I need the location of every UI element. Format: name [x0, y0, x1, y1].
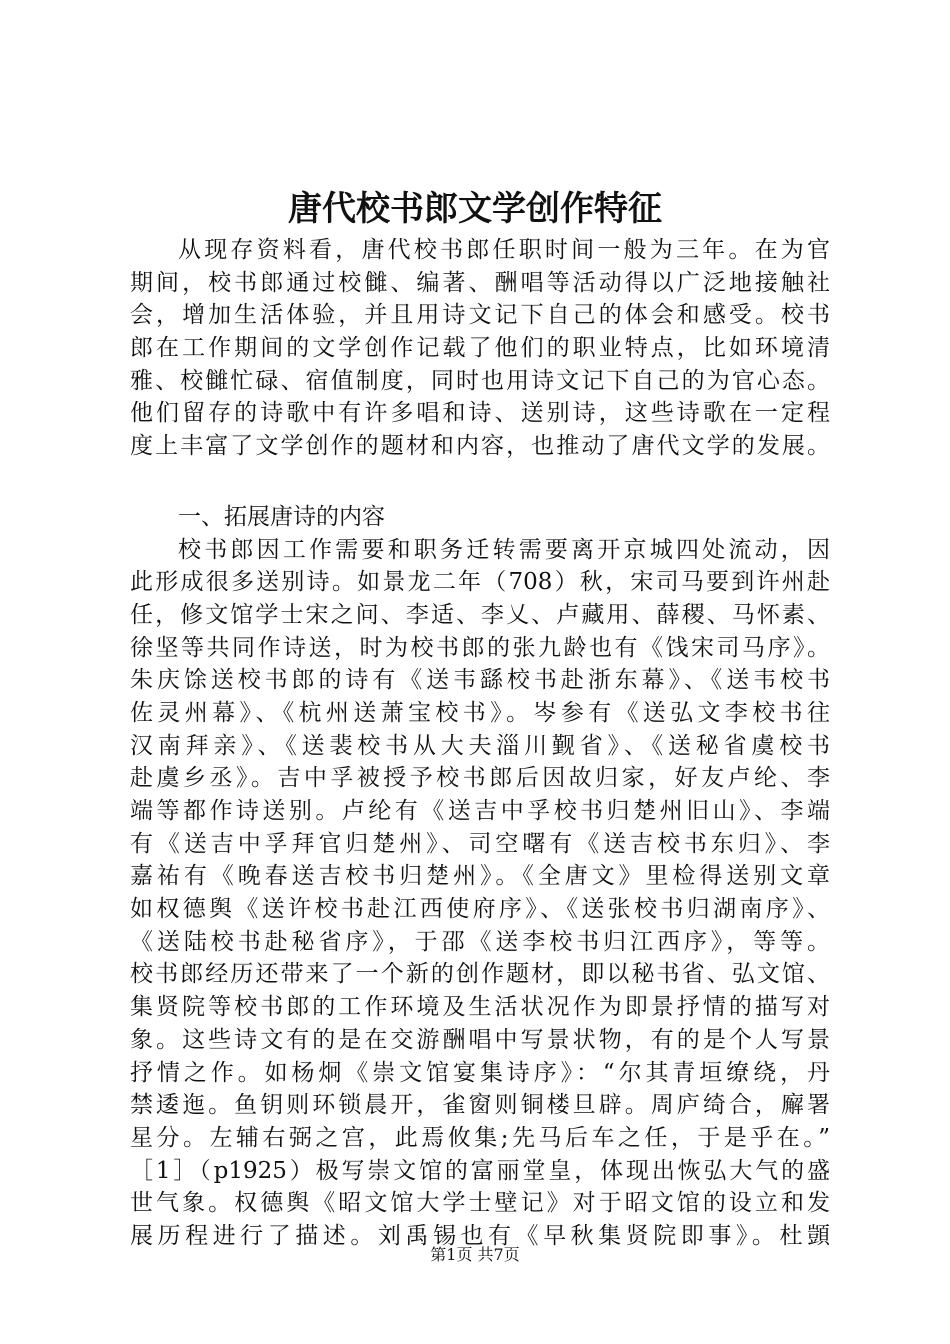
paragraph-line: 度上丰富了文学创作的题材和内容，也推动了唐代文学的发展。 [130, 433, 830, 460]
paragraph-line: 期间，校书郎通过校雠、编著、酬唱等活动得以广泛地接触社 [130, 269, 830, 296]
paragraph-gap [130, 463, 830, 501]
paragraph-line: 《送陆校书赴秘省序》，于邵《送李校书归江西序》，等等。 [130, 928, 830, 955]
paragraph-line: 此形成很多送别诗。如景龙二年（708）秋，宋司马要到许州赴 [130, 569, 830, 596]
paragraph-line: 端等都作诗送别。卢纶有《送吉中孚校书归楚州旧山》、李端 [130, 798, 830, 824]
paragraph-line: 朱庆馀送校书郎的诗有《送韦繇校书赴浙东幕》、《送韦校书 [130, 667, 830, 694]
paragraph-line: 徐坚等共同作诗送，时为校书郎的张九龄也有《饯宋司马序》。 [130, 634, 830, 661]
paragraph-line: 象。这些诗文有的是在交游酬唱中写景状物，有的是个人写景 [130, 1026, 830, 1053]
paragraph-line: 汉南拜亲》、《送裴校书从大夫淄川觐省》、《送秘省虞校书 [130, 732, 830, 759]
paragraph-line: 有《送吉中孚拜官归楚州》、司空曙有《送吉校书东归》、李 [130, 830, 830, 857]
paragraph-line: 如权德舆《送许校书赴江西使府序》、《送张校书归湖南序》、 [130, 896, 830, 923]
paragraph-line: 世气象。权德舆《昭文馆大学士壁记》对于昭文馆的设立和发 [130, 1190, 830, 1217]
document-body [130, 234, 830, 1253]
paragraph-line: ［1］（p1925）极写崇文馆的富丽堂皇，体现出恢弘大气的盛 [130, 1157, 830, 1184]
paragraph-line: 赴虞乡丞》。吉中孚被授予校书郎后因故归家，好友卢纶、李 [130, 765, 830, 792]
paragraph-line: 集贤院等校书郎的工作环境及生活状况作为即景抒情的描写对 [130, 994, 830, 1021]
paragraph-line: 校书郎因工作需要和职务迁转需要离开京城四处流动，因 [178, 536, 830, 563]
paragraph-line: 他们留存的诗歌中有许多唱和诗、送别诗，这些诗歌在一定程 [130, 400, 830, 427]
paragraph-line: 抒情之作。如杨炯《崇文馆宴集诗序》：“尔其青垣缭绕，丹 [130, 1059, 830, 1086]
paragraph-line: 会，增加生活体验，并且用诗文记下自己的体会和感受。校书 [130, 302, 830, 329]
paragraph-line: 星分。左辅右弼之宫，此焉攸集;先马后车之任，于是乎在。” [130, 1124, 830, 1151]
paragraph-line: 禁逶迤。鱼钥则环锁晨开，雀窗则铜楼旦辟。周庐绮合，廨署 [130, 1092, 830, 1119]
paragraph-line: 佐灵州幕》、《杭州送萧宝校书》。岑参有《送弘文李校书往 [130, 699, 830, 726]
body-paragraph [130, 534, 830, 1253]
paragraph-line: 嘉祐有《晚春送吉校书归楚州》。《全唐文》里检得送别文章 [130, 863, 830, 890]
paragraph-line: 校书郎经历还带来了一个新的创作题材，即以秘书省、弘文馆、 [130, 961, 830, 988]
section-heading: 一、拓展唐诗的内容 [178, 503, 385, 530]
paragraph-line: 任，修文馆学士宋之问、李适、李乂、卢藏用、薛稷、马怀素、 [130, 601, 830, 628]
paragraph-line: 展历程进行了描述。刘禹锡也有《早秋集贤院即事》。杜顗 [130, 1222, 830, 1249]
paragraph-line: 郎在工作期间的文学创作记载了他们的职业特点，比如环境清 [130, 335, 830, 362]
page-footer: 第1页 共7页 [430, 1245, 520, 1264]
page-title: 唐代校书郎文学创作特征 [288, 189, 662, 229]
paragraph-line: 从现存资料看，唐代校书郎任职时间一般为三年。在为官 [178, 237, 830, 263]
paragraph-line: 雅、校雠忙碌、宿值制度，同时也用诗文记下自己的为官心态。 [130, 367, 830, 394]
intro-paragraph [130, 234, 830, 463]
